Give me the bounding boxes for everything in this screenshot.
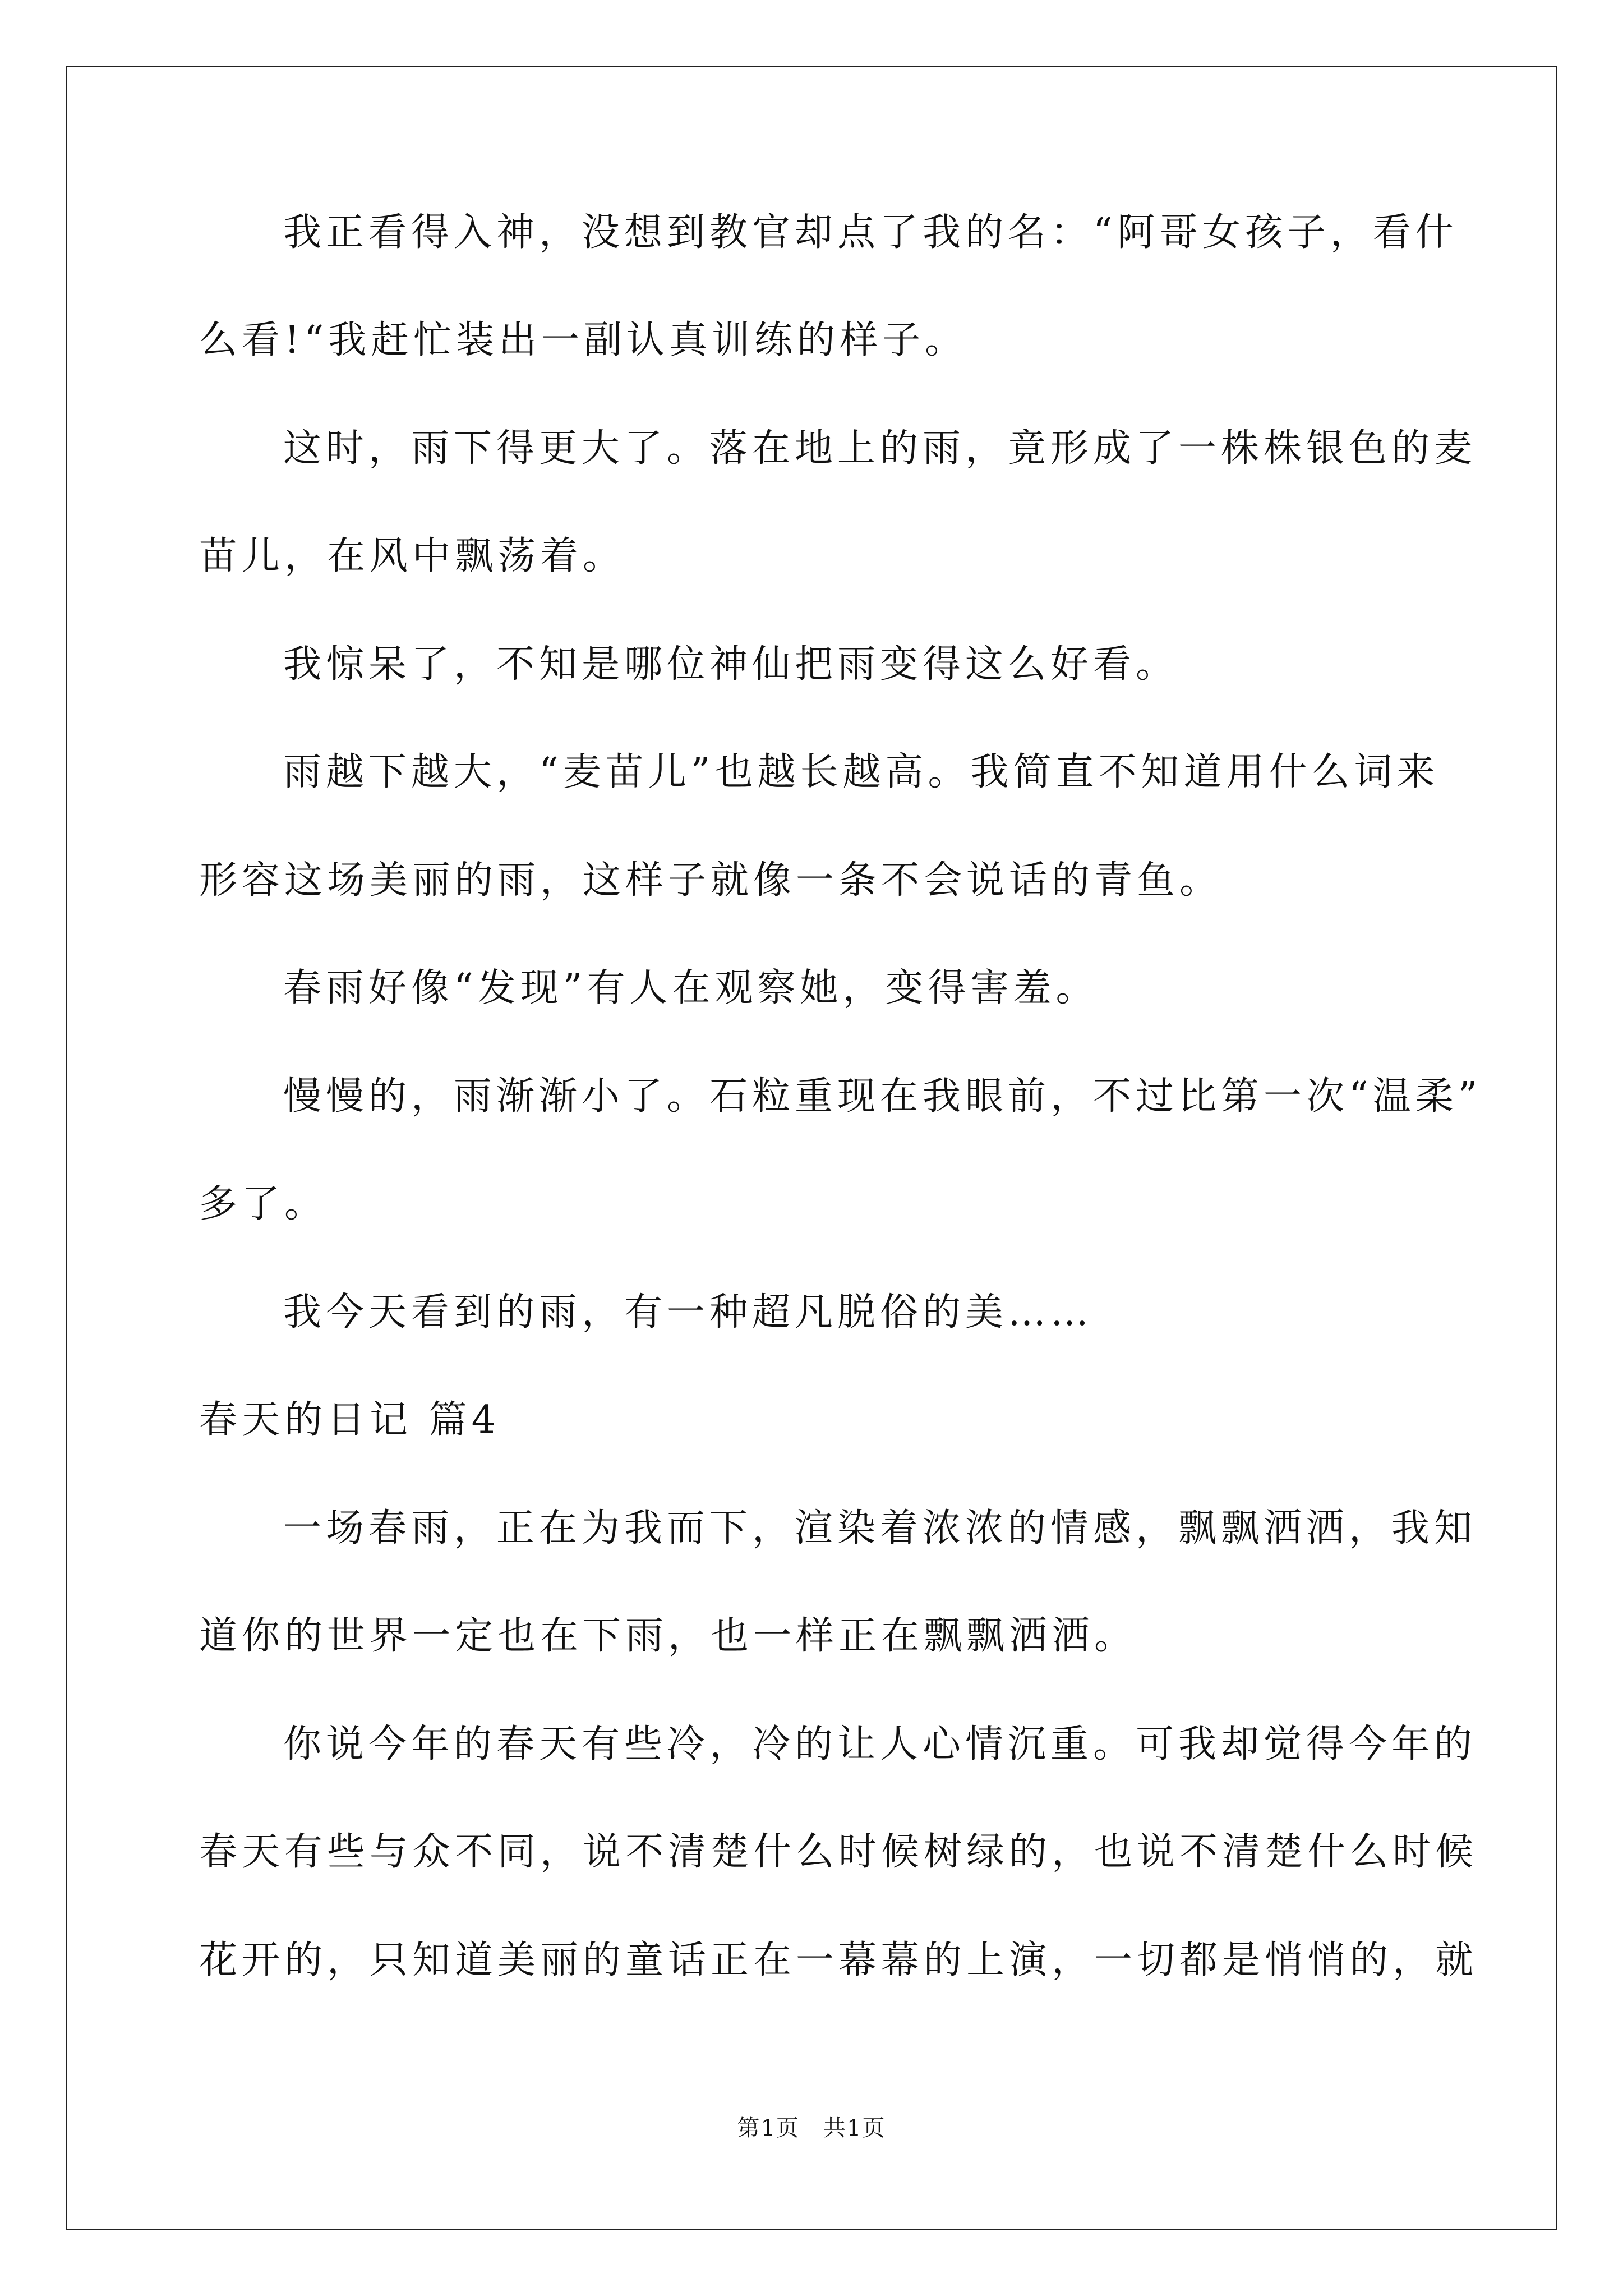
section-heading: 春天的日记 篇4 (199, 1398, 500, 1442)
paragraph-line: 道你的世界一定也在下雨，也一样正在飘飘洒洒。 (199, 1614, 1137, 1658)
paragraph-line: 我正看得入神，没想到教官却点了我的名：“阿哥女孩子，看什 (283, 210, 1458, 255)
paragraph-line: 我今天看到的雨，有一种超凡脱俗的美…… (283, 1290, 1094, 1335)
paragraph-line: 慢慢的，雨渐渐小了。石粒重现在我眼前，不过比第一次“温柔” (283, 1074, 1482, 1119)
paragraph-line: 多了。 (199, 1182, 328, 1226)
paragraph-line: 这时，雨下得更大了。落在地上的雨，竟形成了一株株银色的麦 (283, 426, 1477, 471)
page-border (66, 66, 1557, 2230)
paragraph-line: 春天有些与众不同，说不清楚什么时候树绿的，也说不清楚什么时候 (199, 1830, 1478, 1874)
paragraph-line: 苗儿，在风中飘荡着。 (199, 534, 626, 578)
paragraph-line: 一场春雨，正在为我而下，渲染着浓浓的情感，飘飘洒洒，我知 (283, 1506, 1477, 1550)
paragraph-line: 花开的，只知道美丽的童话正在一幕幕的上演，一切都是悄悄的，就 (199, 1938, 1478, 1982)
paragraph-line: 你说今年的春天有些冷，冷的让人心情沉重。可我却觉得今年的 (283, 1722, 1477, 1766)
paragraph-line: 形容这场美丽的雨，这样子就像一条不会说话的青鱼。 (199, 858, 1223, 903)
paragraph-line: 么看!“我赶忙装出一副认真训练的样子。 (199, 318, 968, 362)
page-number: 第1页 共1页 (737, 2115, 886, 2141)
paragraph-line: 雨越下越大，“麦苗儿”也越长越高。我简直不知道用什么词来 (283, 750, 1440, 794)
paragraph-line: 春雨好像“发现”有人在观察她，变得害羞。 (283, 966, 1099, 1010)
paragraph-line: 我惊呆了，不知是哪位神仙把雨变得这么好看。 (283, 642, 1179, 687)
